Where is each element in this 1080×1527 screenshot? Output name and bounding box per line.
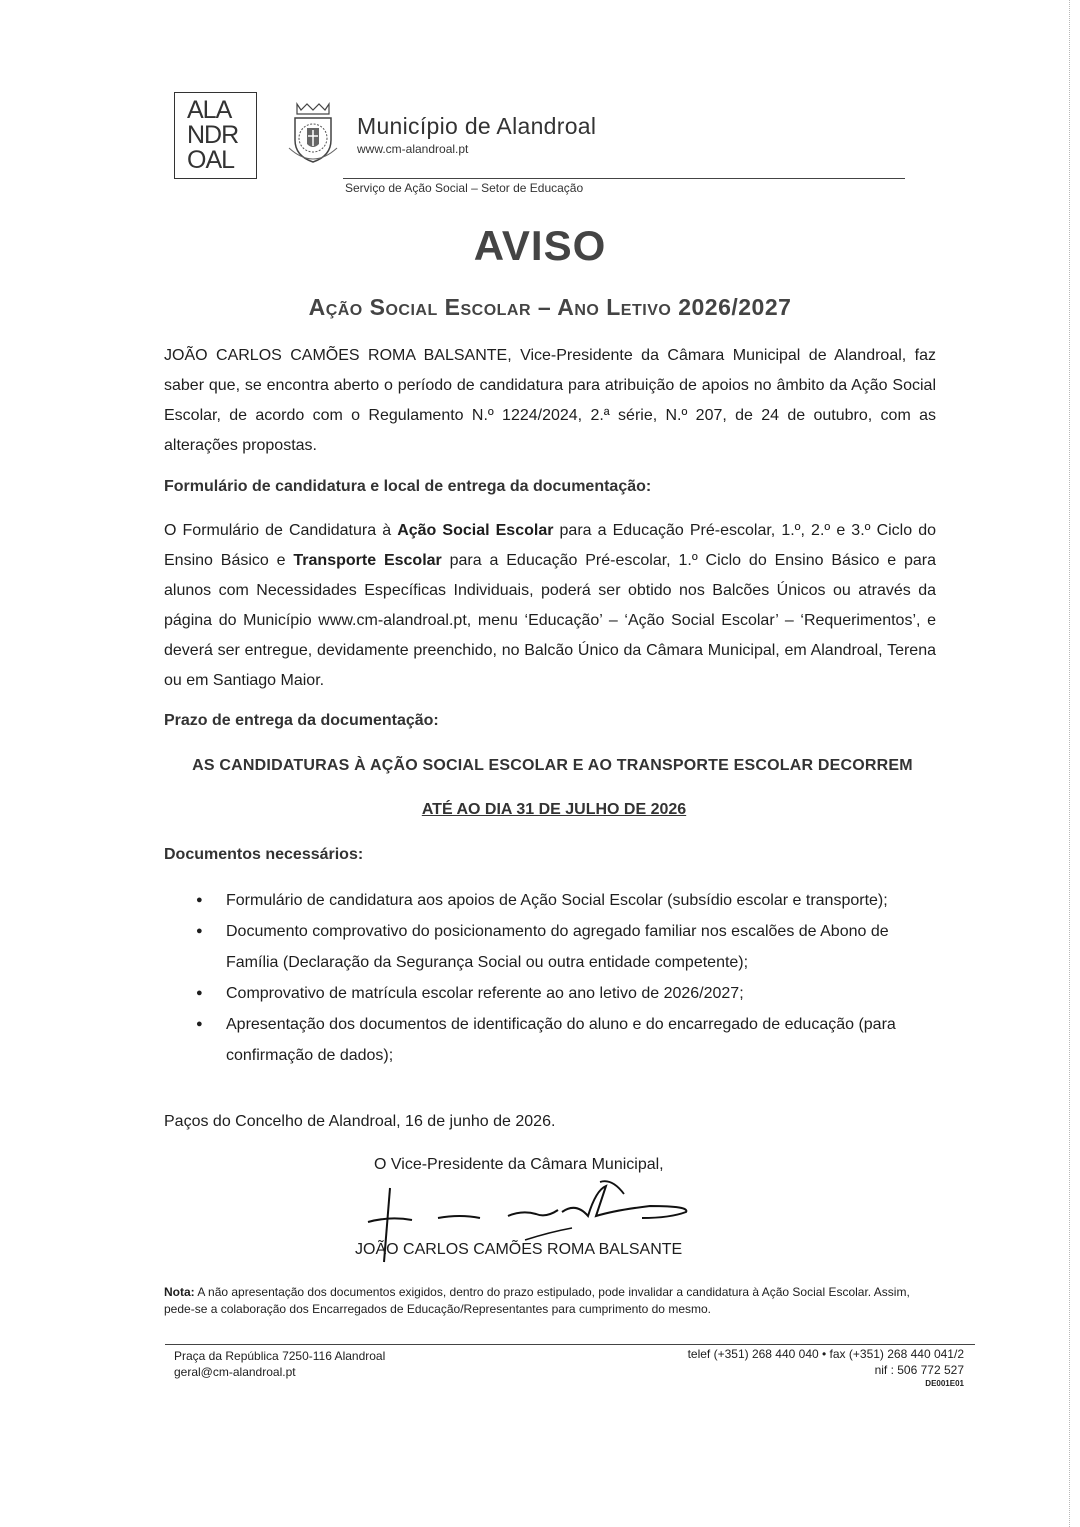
municipality-website: www.cm-alandroal.pt bbox=[357, 142, 469, 156]
deadline-section-heading: Prazo de entrega da documentação: bbox=[164, 712, 439, 729]
footer-document-code: DE001E01 bbox=[925, 1379, 964, 1388]
deadline-date: ATÉ AO DIA 31 DE JULHO DE 2026 bbox=[421, 801, 687, 818]
header-divider bbox=[343, 178, 905, 179]
form-section-heading: Formulário de candidatura e local de entrega da documentação: bbox=[164, 478, 652, 495]
footnote-text: A não apresentação dos documentos exigidos, dentro do prazo estipulado, pode invalidar a candidatura à Ação Social Escolar. Assim, pede-se a colaboração dos Encarregados de Educação/Representantes para cumprimento do mesmo. bbox=[164, 1285, 910, 1316]
list-item bbox=[196, 978, 936, 1009]
list-item bbox=[196, 885, 936, 916]
alandroal-logo bbox=[174, 92, 257, 179]
list-item bbox=[196, 916, 936, 978]
logo-line: ALA bbox=[187, 96, 232, 124]
footer-address: Praça da República 7250-116 Alandroal bbox=[174, 1349, 386, 1363]
list-item-text: Apresentação dos documentos de identificação do aluno e do encarregado de educação (para confirmação de dados); bbox=[226, 1016, 896, 1064]
list-item bbox=[196, 1009, 936, 1071]
signatory-name: JOÃO CARLOS CAMÕES ROMA BALSANTE bbox=[355, 1241, 683, 1258]
logo-line: OAL bbox=[187, 146, 235, 174]
deadline-statement: AS CANDIDATURAS À AÇÃO SOCIAL ESCOLAR E AO TRANSPORTE ESCOLAR DECORREM bbox=[192, 757, 913, 774]
footer-phones: telef (+351) 268 440 040 • fax (+351) 268 440 041/2 bbox=[687, 1347, 964, 1361]
form-emphasis: Ação Social Escolar bbox=[397, 522, 554, 539]
footer-email: geral@cm-alandroal.pt bbox=[174, 1365, 296, 1379]
form-text: para a Educação Pré-escolar, 1.º Ciclo do Ensino Básico e para alunos com Necessidades Específicas Individuais, poderá ser obtido nos Balcões Únicos ou através da página do Município www.cm-alandroal.pt, menu ‘Educação’ – ‘Ação Social Escolar’ – ‘Requerimentos’, e deverá ser entregue, devidamente preenchido, no Balcão Único da Câmara Municipal, em Alandroal, Terena ou em Santiago Maior. bbox=[164, 552, 936, 689]
notice-title: AVISO bbox=[473, 222, 607, 269]
footnote bbox=[164, 1284, 940, 1318]
service-name: Serviço de Ação Social – Setor de Educação bbox=[345, 181, 584, 195]
bullet-icon: ● bbox=[196, 1018, 203, 1030]
footer-divider bbox=[165, 1344, 975, 1345]
signatory-role: O Vice-Presidente da Câmara Municipal, bbox=[374, 1156, 664, 1173]
notice-subtitle: Ação Social Escolar – Ano Letivo 2026/2027 bbox=[308, 294, 792, 320]
footer-nif: nif : 506 772 527 bbox=[874, 1363, 964, 1377]
footer-contact-left bbox=[174, 1348, 385, 1380]
place-and-date: Paços do Concelho de Alandroal, 16 de junho de 2026. bbox=[164, 1113, 556, 1130]
coat-of-arms-icon bbox=[285, 100, 341, 166]
list-item-text: Formulário de candidatura aos apoios de Ação Social Escolar (subsídio escolar e transporte); bbox=[226, 892, 888, 909]
list-item-text: Documento comprovativo do posicionamento do agregado familiar nos escalões de Abono de Família (Declaração da Segurança Social ou outra entidade competente); bbox=[226, 923, 889, 971]
municipality-name: Município de Alandroal bbox=[357, 113, 597, 139]
bullet-icon: ● bbox=[196, 894, 203, 906]
form-emphasis: Transporte Escolar bbox=[293, 552, 442, 569]
form-text: O Formulário de Candidatura à bbox=[164, 522, 398, 539]
documents-list bbox=[196, 885, 936, 1071]
form-section-paragraph bbox=[164, 516, 936, 696]
bullet-icon: ● bbox=[196, 987, 203, 999]
footnote-label: Nota: bbox=[164, 1285, 195, 1299]
documents-section-heading: Documentos necessários: bbox=[164, 846, 364, 863]
intro-paragraph: JOÃO CARLOS CAMÕES ROMA BALSANTE, Vice-Presidente da Câmara Municipal de Alandroal, faz saber que, se encontra aberto o período de candidatura para atribuição de apoios no âmbito da Ação Social Escolar, de acordo com o Regulamento N.º 1224/2024, 2.ª série, N.º 207, de 24 de outubro, com as alterações propostas. bbox=[164, 347, 936, 454]
bullet-icon: ● bbox=[196, 925, 203, 937]
logo-line: NDR bbox=[187, 121, 239, 149]
list-item-text: Comprovativo de matrícula escolar referente ao ano letivo de 2026/2027; bbox=[226, 985, 744, 1002]
form-text: para a Educação Pré-escolar, 1.º, 2.º e 3.º Ciclo do Ensino Básico e bbox=[164, 522, 937, 569]
footer-contact-right bbox=[688, 1346, 964, 1390]
